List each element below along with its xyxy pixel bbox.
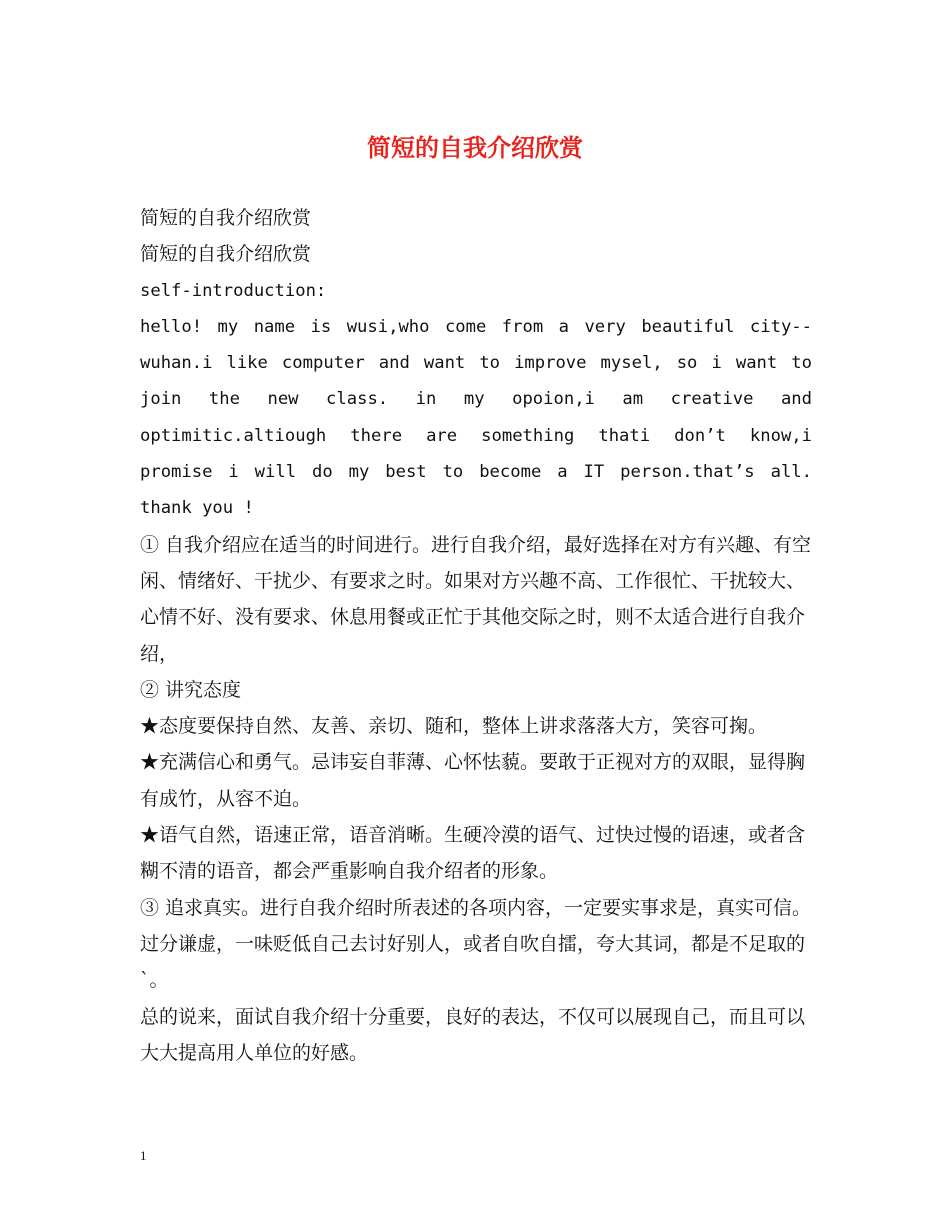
attitude-point-2: ★充满信心和勇气。忌讳妄自菲薄、心怀怯藐。要敢于正视对方的双眼，显得胸有成竹，从容不迫。 [140, 751, 806, 810]
attitude-heading: ② 讲究态度 [140, 678, 242, 701]
timing-paragraph: ① 自我介绍应在适当的时间进行。进行自我介绍，最好选择在对方有兴趣、有空闲、情绪好、干扰少、有要求之时。如果对方兴趣不高、工作很忙、干扰较大、心情不好、没有要求、休息用餐或正忙于其他交际之时，则不太适合进行自我介绍， [140, 533, 812, 665]
document-body [140, 200, 812, 1071]
truthfulness-paragraph: ③ 追求真实。进行自我介绍时所表述的各项内容，一定要实事求是，真实可信。过分谦虚，一味贬低自己去讨好别人，或者自吹自擂，夸大其词，都是不足取的`。 [140, 896, 812, 992]
english-introduction-paragraph: hello! my name is wusi,who come from a very beautiful city--wuhan.i like computer and want to improve mysel, so i want to join the new class. in my opoion,i am creative and optimitic.altiough there are something thati don’t know,i promise i will do my best to become a IT person.that’s all. thank you ! [140, 316, 812, 519]
summary-paragraph: 总的说来，面试自我介绍十分重要，良好的表达，不仅可以展现自己，而且可以大大提高用人单位的好感。 [140, 1005, 806, 1064]
attitude-point-3: ★语气自然，语速正常，语音消晰。生硬冷漠的语气、过快过慢的语速，或者含糊不清的语音，都会严重影响自我介绍者的形象。 [140, 824, 806, 883]
self-introduction-heading: self-introduction: [140, 280, 327, 301]
subtitle-line-2: 简短的自我介绍欣赏 [140, 243, 312, 266]
page-number: 1 [140, 1148, 147, 1163]
page-title: 简短的自我介绍欣赏 [367, 133, 583, 162]
subtitle-line-1: 简短的自我介绍欣赏 [140, 207, 312, 229]
attitude-point-1: ★态度要保持自然、友善、亲切、随和，整体上讲求落落大方，笑容可掬。 [140, 715, 768, 738]
